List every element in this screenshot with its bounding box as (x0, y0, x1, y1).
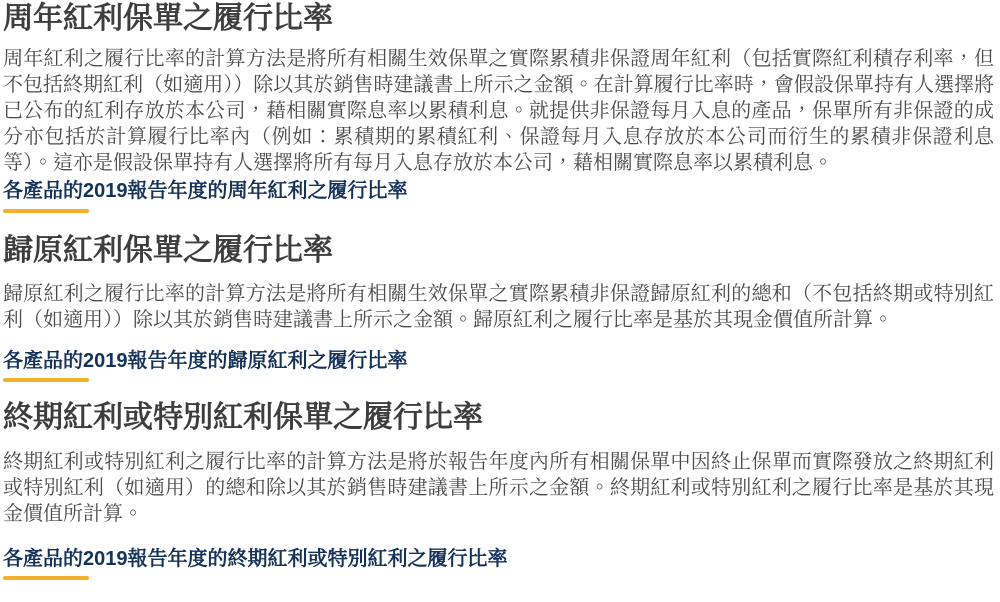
annual-dividend-heading: 周年紅利保單之履行比率 (3, 2, 333, 35)
section-reversionary-bonus (3, 234, 994, 382)
gold-underline-accent (3, 576, 89, 580)
section-terminal-dividend (3, 401, 994, 580)
terminal-dividend-description: 終期紅利或特別紅利之履行比率的計算方法是將於報告年度內所有相關保單中因終止保單而實際發放之終期紅利或特別紅利（如適用）的總和除以其於銷售時建議書上所示之金額。終期紅利或特別紅利之履行比率是基於其現金價值所計算。 (3, 451, 994, 525)
reversionary-bonus-ratio-link[interactable]: 各產品的2019報告年度的歸原紅利之履行比率 (3, 350, 408, 372)
annual-dividend-description: 周年紅利之履行比率的計算方法是將所有相關生效保單之實際累積非保證周年紅利（包括實際紅利積存利率，但不包括終期紅利（如適用））除以其於銷售時建議書上所示之金額。在計算履行比率時，會假設保單持有人選擇將已公布的紅利存放於本公司，藉相關實際息率以累積利息。就提供非保證每月入息的產品，保單所有非保證的成分亦包括於計算履行比率內（例如：累積期的累積紅利、保證每月入息存放於本公司而衍生的累積非保證利息等）。這亦是假設保單持有人選擇將所有每月入息存放於本公司，藉相關實際息率以累積利息。 (3, 48, 994, 174)
annual-dividend-ratio-link[interactable]: 各產品的2019報告年度的周年紅利之履行比率 (3, 180, 408, 202)
gold-underline-accent (3, 209, 89, 213)
terminal-dividend-ratio-link[interactable]: 各產品的2019報告年度的終期紅利或特別紅利之履行比率 (3, 548, 508, 570)
section-annual-dividend (3, 2, 994, 213)
gold-underline-accent (3, 378, 89, 382)
reversionary-bonus-description: 歸原紅利之履行比率的計算方法是將所有相關生效保單之實際累積非保證歸原紅利的總和（不包括終期或特別紅利（如適用））除以其於銷售時建議書上所示之金額。歸原紅利之履行比率是基於其現金價值所計算。 (3, 283, 994, 331)
terminal-dividend-heading: 終期紅利或特別紅利保單之履行比率 (3, 401, 483, 434)
reversionary-bonus-heading: 歸原紅利保單之履行比率 (3, 234, 333, 267)
